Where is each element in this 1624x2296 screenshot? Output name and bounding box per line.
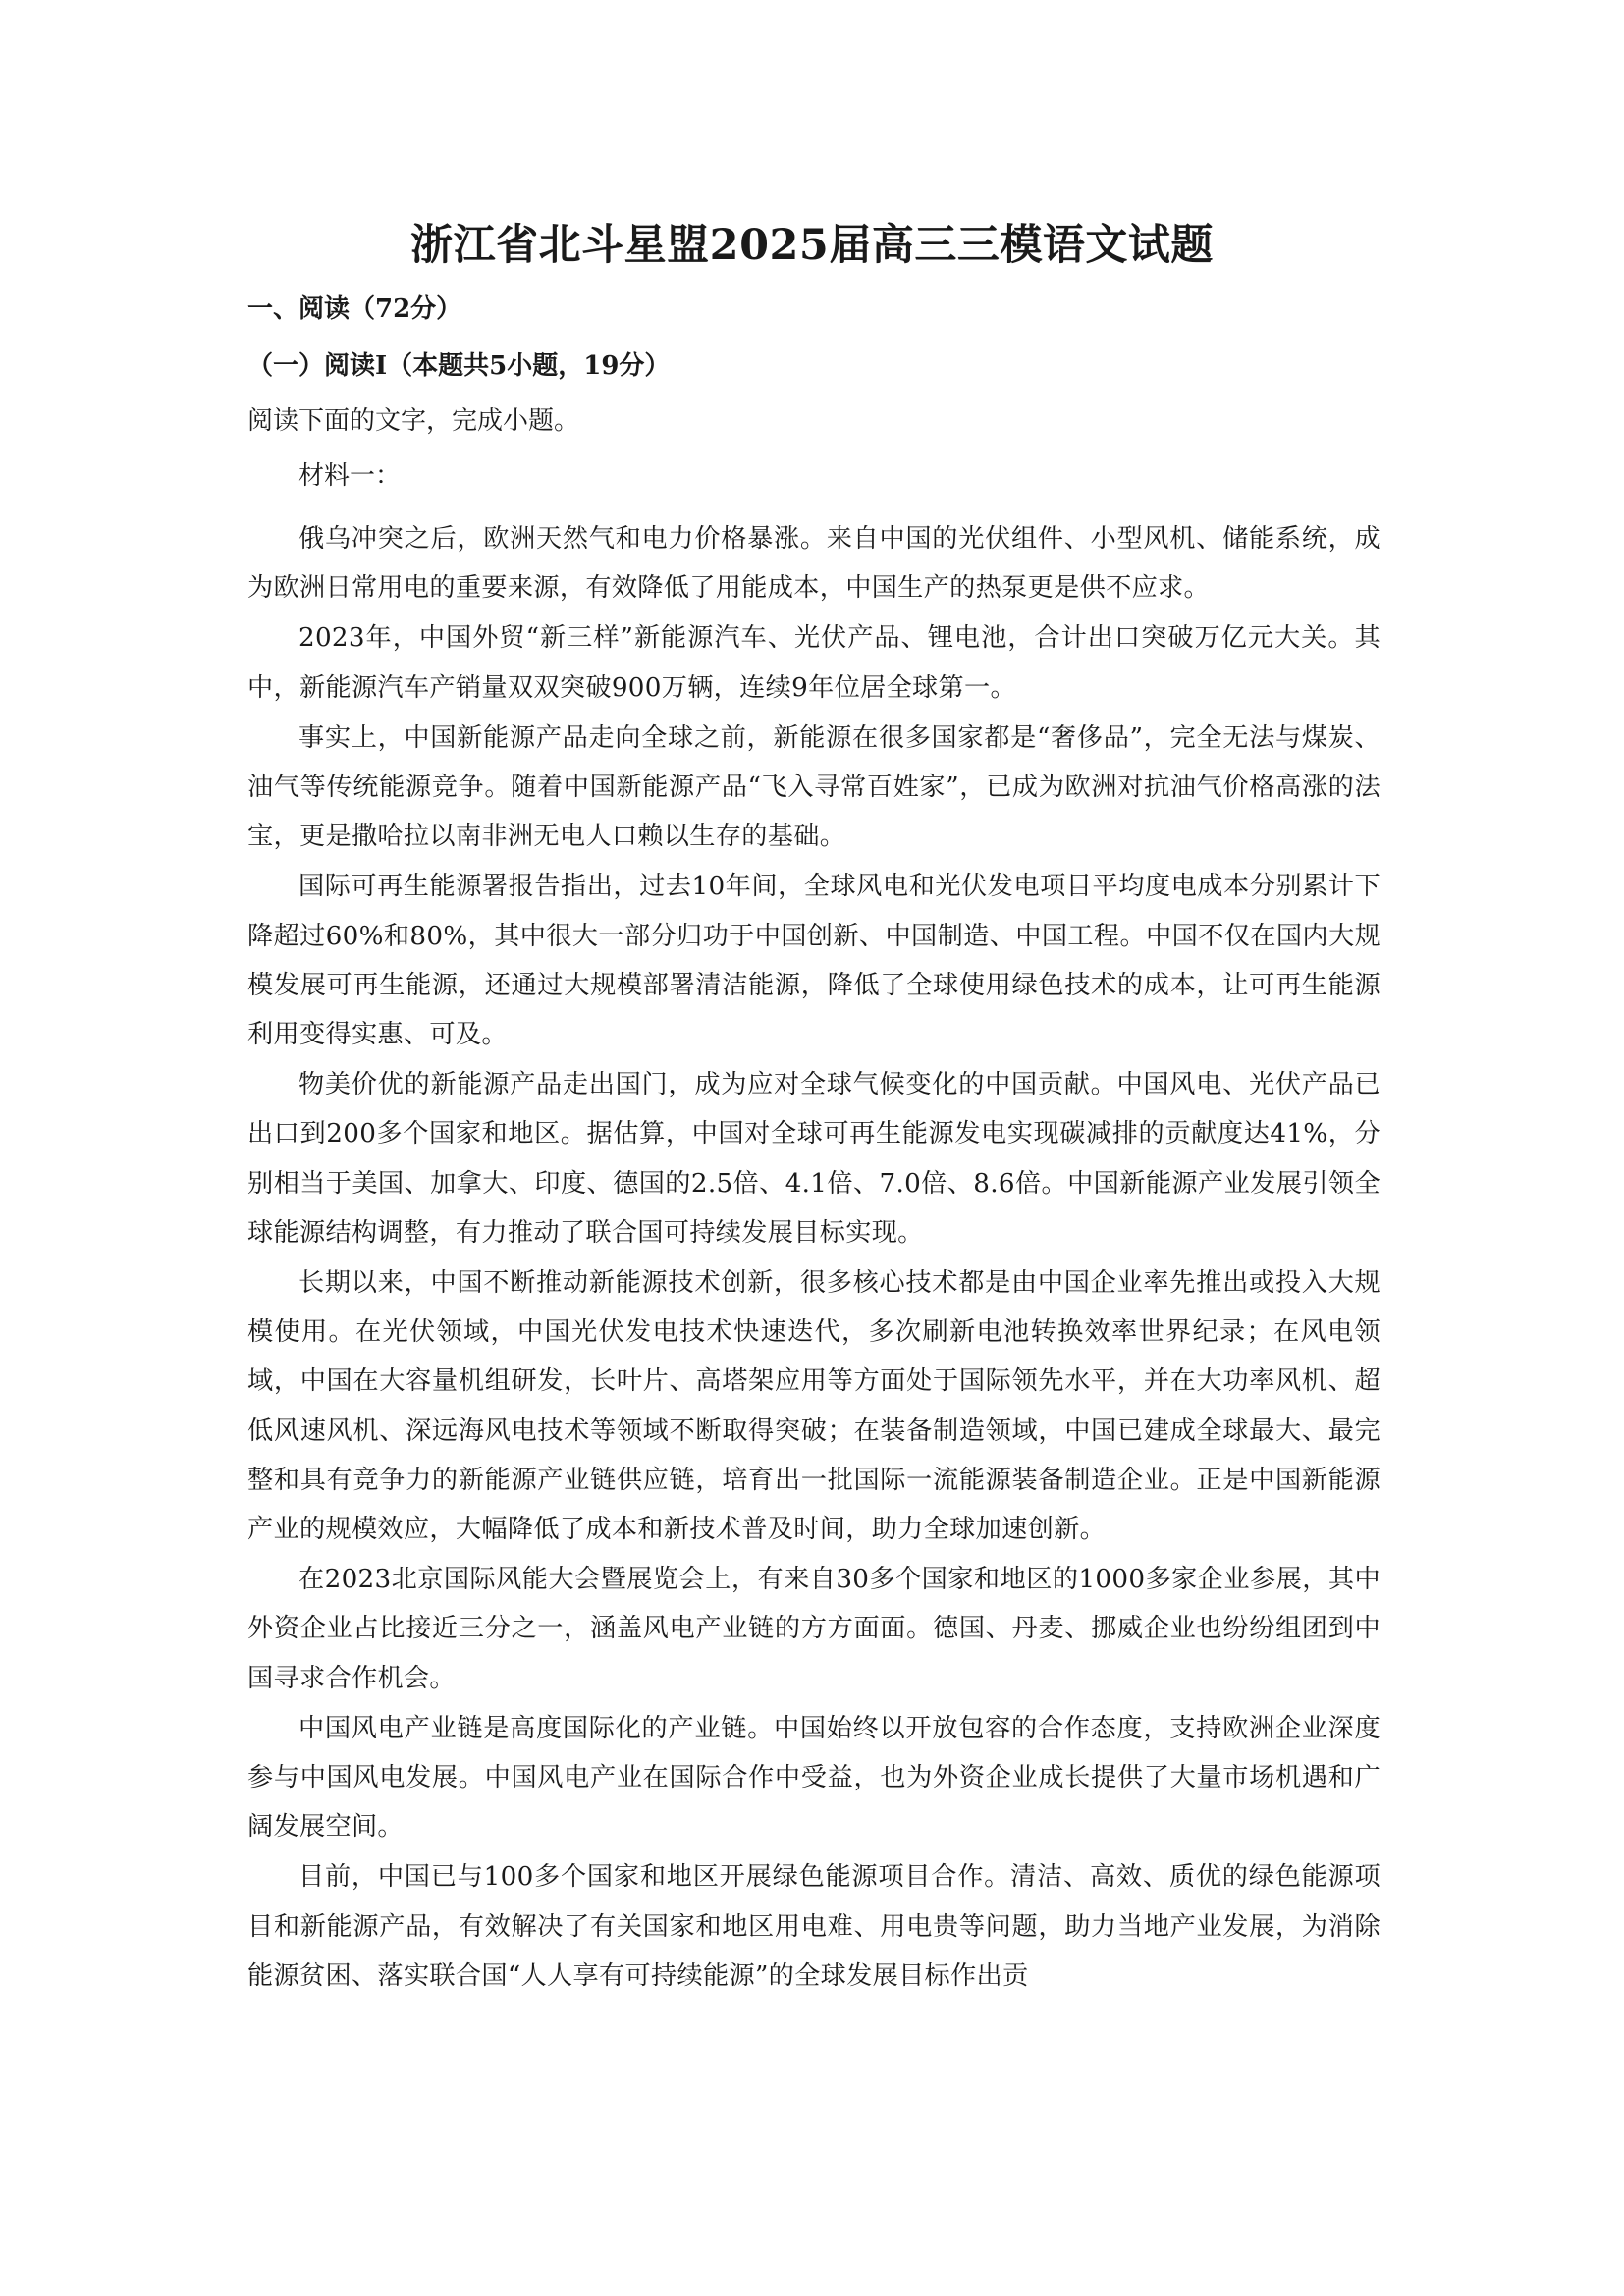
passage-body [247, 514, 1380, 2001]
passage-paragraph: 长期以来，中国不断推动新能源技术创新，很多核心技术都是由中国企业率先推出或投入大规模使用。在光伏领域，中国光伏发电技术快速迭代，多次刷新电池转换效率世界纪录；在风电领域，中国在大容量机组研发，长叶片、高塔架应用等方面处于国际领先水平，并在大功率风机、超低风速风机、深远海风电技术等领域不断取得突破；在装备制造领域，中国已建成全球最大、最完整和具有竞争力的新能源产业链供应链，培育出一批国际一流能源装备制造企业。正是中国新能源产业的规模效应，大幅降低了成本和新技术普及时间，助力全球加速创新。 [247, 1268, 1380, 1545]
passage-paragraph: 中国风电产业链是高度国际化的产业链。中国始终以开放包容的合作态度，支持欧洲企业深度参与中国风电发展。中国风电产业在国际合作中受益，也为外资企业成长提供了大量市场机遇和广阔发展空间。 [247, 1713, 1380, 1842]
passage-paragraph: 目前，中国已与100多个国家和地区开展绿色能源项目合作。清洁、高效、质优的绿色能源项目和新能源产品，有效解决了有关国家和地区用电难、用电贵等问题，助力当地产业发展，为消除能源贫困、落实联合国“人人享有可持续能源”的全球发展目标作出贡 [247, 1862, 1380, 1991]
material-label: 材料一： [298, 461, 402, 491]
passage-paragraph: 2023年，中国外贸“新三样”新能源汽车、光伏产品、锂电池，合计出口突破万亿元大关。其中，新能源汽车产销量双双突破900万辆，连续9年位居全球第一。 [247, 623, 1380, 703]
reading-instruction: 阅读下面的文字，完成小题。 [247, 406, 580, 436]
passage-paragraph: 事实上，中国新能源产品走向全球之前，新能源在很多国家都是“奢侈品”，完全无法与煤炭、油气等传统能源竞争。随着中国新能源产品“飞入寻常百姓家”，已成为欧洲对抗油气价格高涨的法宝，更是撒哈拉以南非洲无电人口赖以生存的基础。 [247, 722, 1380, 852]
exam-title: 浙江省北斗星盟2025届高三三模语文试题 [410, 221, 1214, 270]
exam-content [247, 293, 1380, 2002]
passage-paragraph: 国际可再生能源署报告指出，过去10年间，全球风电和光伏发电项目平均度电成本分别累计下降超过60%和80%，其中很大一部分归功于中国创新、中国制造、中国工程。中国不仅在国内大规模发展可再生能源，还通过大规模部署清洁能源，降低了全球使用绿色技术的成本，让可再生能源利用变得实惠、可及。 [247, 872, 1380, 1050]
section-heading: 一、阅读（72分） [247, 294, 462, 324]
passage-paragraph: 俄乌冲突之后，欧洲天然气和电力价格暴涨。来自中国的光伏组件、小型风机、储能系统，成为欧洲日常用电的重要来源，有效降低了用能成本，中国生产的热泵更是供不应求。 [247, 524, 1380, 604]
subsection-heading: （一）阅读Ⅰ（本题共5小题，19分） [247, 351, 671, 381]
passage-paragraph: 物美价优的新能源产品走出国门，成为应对全球气候变化的中国贡献。中国风电、光伏产品已出口到200多个国家和地区。据估算，中国对全球可再生能源发电实现碳减排的贡献度达41%，分别相当于美国、加拿大、印度、德国的2.5倍、4.1倍、7.0倍、8.6倍。中国新能源产业发展引领全球能源结构调整，有力推动了联合国可持续发展目标实现。 [247, 1070, 1380, 1248]
passage-paragraph: 在2023北京国际风能大会暨展览会上，有来自30多个国家和地区的1000多家企业参展，其中外资企业占比接近三分之一，涵盖风电产业链的方方面面。德国、丹麦、挪威企业也纷纷组团到中国寻求合作机会。 [247, 1565, 1380, 1693]
